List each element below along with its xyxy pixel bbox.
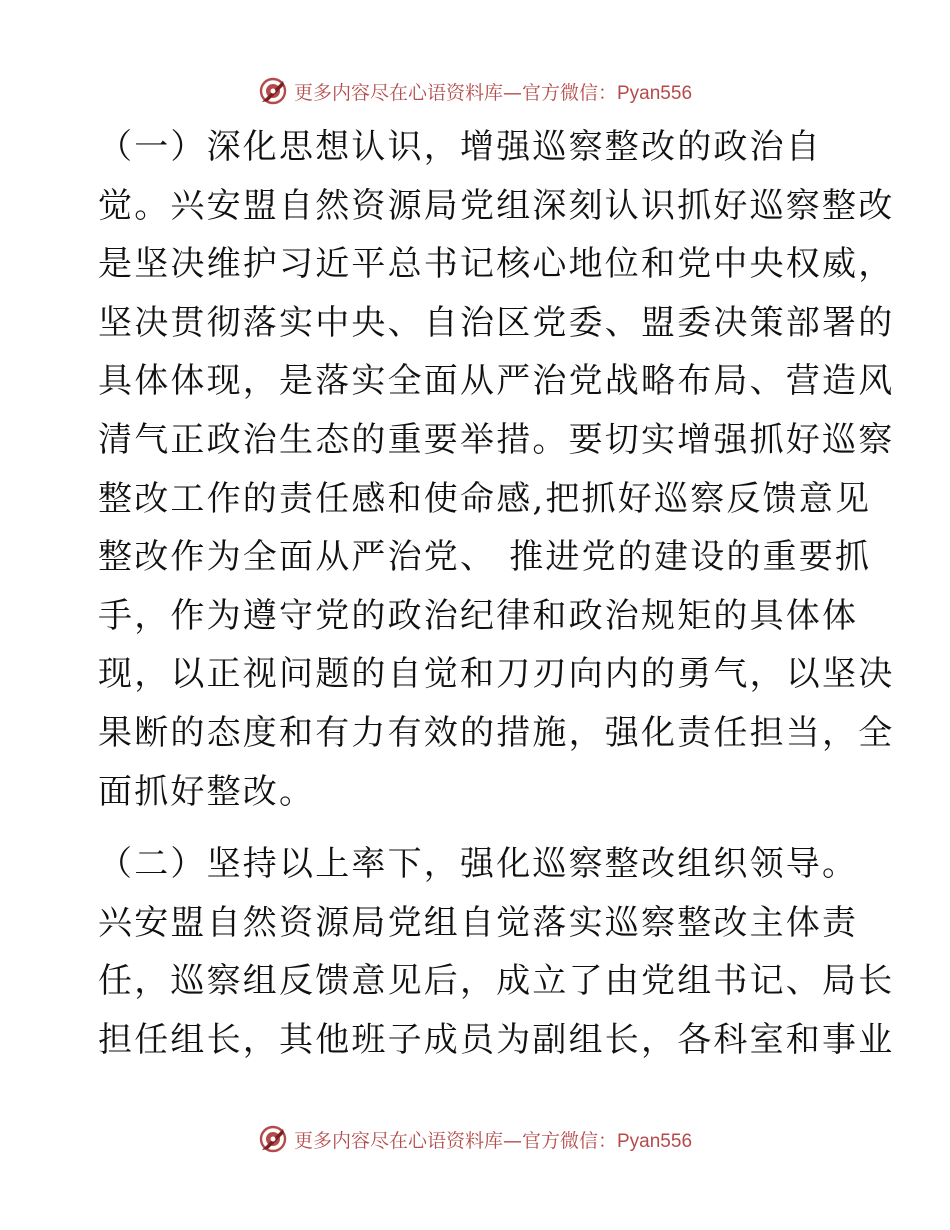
- text-line: 担任组长，其他班子成员为副组长，各科室和事业: [98, 1019, 895, 1060]
- header-watermark: [0, 74, 950, 108]
- watermark-wechat-id: Pyan556: [617, 82, 693, 104]
- text-line: 坚决贯彻落实中央、自治区党委、盟委决策部署的: [98, 302, 895, 343]
- text-line: 果断的态度和有力有效的措施，强化责任担当，全: [98, 712, 895, 753]
- text-line: 任，巡察组反馈意见后，成立了由党组书记、局长: [98, 961, 895, 1002]
- text-line: 清气正政治生态的重要举措。要切实增强抓好巡察: [98, 419, 895, 460]
- text-line: 觉。兴安盟自然资源局党组深刻认识抓好巡察整改: [98, 185, 895, 226]
- text-line: 手，作为遵守党的政治纪律和政治规矩的具体体: [98, 595, 859, 636]
- text-line: （二）坚持以上率下，强化巡察整改组织领导。: [98, 844, 859, 885]
- quill-pen-seal-icon: [258, 1124, 288, 1154]
- document-body: [98, 118, 895, 1070]
- watermark-text: [294, 1126, 692, 1153]
- watermark-main-text: 更多内容尽在心语资料库—官方微信：: [293, 1129, 617, 1152]
- paragraph-2: [98, 835, 895, 1069]
- watermark-text: [294, 78, 692, 105]
- footer-watermark: [0, 1122, 950, 1156]
- quill-pen-seal-icon: [258, 76, 288, 106]
- text-line: 现，以正视问题的自觉和刀刃向内的勇气，以坚决: [98, 654, 895, 695]
- watermark-main-text: 更多内容尽在心语资料库—官方微信：: [293, 81, 617, 104]
- text-line: 整改工作的责任感和使命感,把抓好巡察反馈意见: [98, 478, 872, 519]
- text-line: 面抓好整改。: [98, 771, 316, 812]
- paragraph-spacer: [98, 821, 858, 835]
- text-line: 是坚决维护习近平总书记核心地位和党中央权威，: [98, 244, 895, 285]
- text-line: 具体体现，是落实全面从严治党战略布局、营造风: [98, 361, 895, 402]
- paragraph-1: [98, 118, 895, 821]
- text-line: （一）深化思想认识，增强巡察整改的政治自: [98, 127, 822, 167]
- watermark-wechat-id: Pyan556: [617, 1130, 693, 1152]
- text-line: 兴安盟自然资源局党组自觉落实巡察整改主体责: [98, 902, 859, 943]
- text-line: 整改作为全面从严治党、 推进党的建设的重要抓: [98, 537, 872, 578]
